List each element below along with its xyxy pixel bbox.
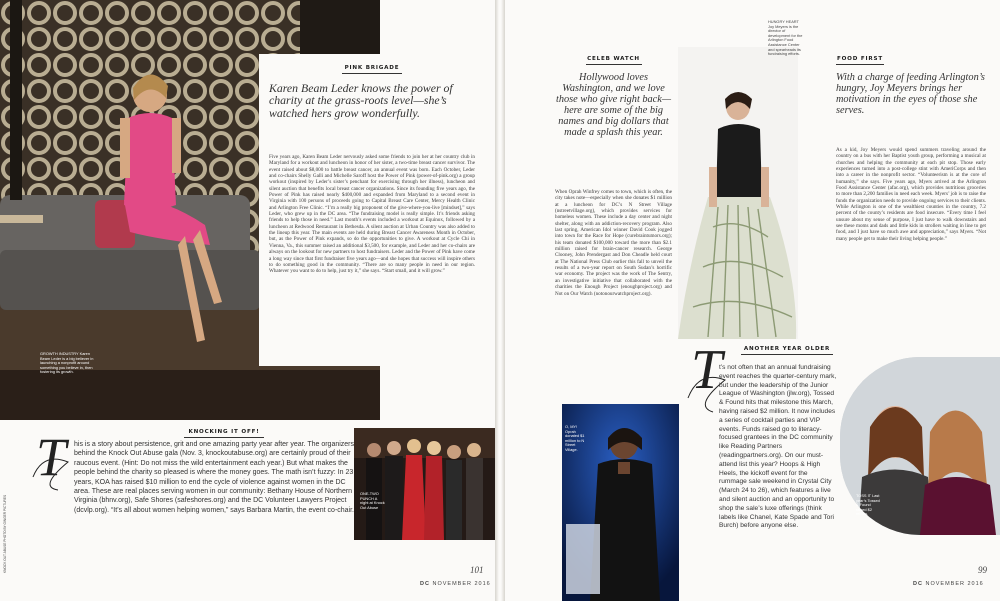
another-year-older-kicker: ANOTHER YEAR OLDER [741, 346, 833, 355]
footer-left-issue: NOVEMBER 2016 [432, 581, 491, 587]
celeb-watch-body: When Oprah Winfrey comes to town, which is often, the city takes note—especially when she donates $1 million at a luncheon for DC’s N Street Village (nstreetvillage.org), which provides services for homeless women. These include a day center and night shelter, along with an addiction-recovery program. Also last spring, American Idol winner David Cook jogged into town for the Race for Hope (curebraintumors.org); his team donated $100,000 toward the more than $2.1 million raised for brain-cancer research. George Clooney, John Prendergast and Don Cheadle held court at The National Press Club earlier this fall to unveil the results of a two-year report on South Sudan’s horrific war economy. The project was the work of The Sentry, an investigative initiative that collaborated with the charities the Enough Project (enoughproject.org) and Not on Our Watch (notonourwatchproject.org). [555, 189, 672, 297]
celeb-watch-deck: Hollywood loves Washington, and we love those who give right back—here are some of the big names and big dollars that made a splash this year. [556, 73, 671, 138]
knocking-drop-cap: T [36, 427, 67, 487]
pink-brigade-body: Five years ago, Karen Beam Leder nervously asked some friends to join her at her country club in Maryland for a workout and luncheon in honor of her sister, a two-time breast cancer survivor. The event raised about $8,000 to battle breast cancer, an annual event was born. Each October, Leder and co-chairs Shelly Galli and Michelle Saroff host the Power of Pink (power-of-pink.org) a group workout (inspired by Leder’s sister’s penchant for exercising through her illness), luncheon and silent auction that benefits local breast cancer organizations. Since its founding five years ago, the Power of Pink has raised nearly $400,000 and expanded from Maryland to a second event in Virginia with 100 persons of proceeds going to Capital Breast Care Center, Mercy Health Clinic and Arlington Free Clinic. “I’m a really big proponent of the give-where-you-live [mindset],” says Leder, who grew up in the DC area. “The fundraising model is really simple. It’s friends asking friends to help those in need.” Last month’s events included a workout at Equinox, followed by a luncheon at Redwood Restaurant in Bethesda. A silent auction at Urban Country was also added to the lineup this year. The main events are held during Breast Cancer Awareness Month in October, but, as the Power of Pink expands, so do the opportunities to give. A workout at Cycle Chi in Vienna, Va., this summer raised an additional $3,500, for example, and Leder and her co-chairs are always on the lookout for new partners to host fundraisers. Leder and the Power of Pink have come a long way since that first fundraiser five years ago—and she hopes that success will inspire others to do something good in the community. “There are so many people in need in our region. Whatever you want to do to help, just try it,” she says. “Start small, and it will grow.” [269, 154, 475, 275]
footer-right-issue: NOVEMBER 2016 [925, 581, 984, 587]
toss-it-caption: TOSS IT Last year’s Tossed & Found raised $2 million. [856, 494, 880, 517]
one-two-punch-caption: ONE-TWO PUNCH A night at Knock Out Abuse [360, 492, 385, 510]
knocking-it-off-section [14, 424, 354, 554]
hungry-heart-caption: HUNGRY HEART Joy Meyers is the director of development for the Arlington Food Assistance Center and spearheads its fundraising efforts. [768, 20, 803, 57]
food-first-body: As a kid, Joy Meyers would spend summers traveling around the country on a bus with her Baptist youth group, performing a musical at churches and helping the community at each pit stop. Those early experiences turned into a post-college stint with AmeriCorps and then into a career in the nonprofit sector. “Volunteerism is at the core of humanity,” she says. Five years ago, Myers arrived at the Arlington Food Assistance Center (afac.org), which provides nutritious groceries to more than 2,200 families in need each week. Myers’ job is to raise the funds the organization needs to provide ongoing services to their clients. While Arlington is one of the wealthiest counties in the country, 7.2 percent of the county’s residents are food insecure. “Every time I feel unsure about my sense of purpose, I just have to walk downstairs and see these moms and dads and little kids in strollers waiting in line to get food, and I just have so much awe and appreciation,” says Myers. “Not many people get to make their living helping people.” [836, 147, 986, 242]
photo-credit: KNOCK OUT ABUSE PHOTO BY GINGER PICTURES [3, 494, 7, 573]
celeb-watch-section [555, 54, 672, 404]
footer-left [420, 581, 491, 587]
food-first-deck: With a charge of feeding Arlington’s hungry, Joy Meyers brings her motivation in the eyes of those she serves. [836, 73, 985, 116]
another-drop-cap: T [691, 339, 723, 401]
another-year-older-body: t’s not often that an annual fundraising event reaches the quarter-century mark, but under the leadership of the Junior League of Washington (jlw.org), Tossed & Found hits that milestone this March, having raised $2 million. It now includes a series of cocktail parties and VIP events. Funds raised go to literacy-focused grantees in the DC community like Reading Partners (readingpartners.org). On our must-attend list this year? Hoops & High Heels, the kickoff event for the rummage sale weekend in Crystal City (March 24 to 26), which features a live and silent auction and an opportunity to shop the sale’s luxe offerings (think labels like Chanel, Kate Spade and Tori Burch) before anyone else. [719, 364, 837, 530]
oprah-caption: O, MY! Oprah donated $1 million to N Street Village. [565, 425, 585, 452]
knocking-it-off-body: his is a story about persistence, grit and one amazing party year after year. The organizers behind the Knock Out Abuse gala (Nov. 3, knockoutabuse.org) are certainly proud of their raucous event. (Hint: Do not miss the wild entertainment each year.) But what makes the people behind the charity so pleased is where the money goes. The math isn’t fuzzy: In 23 years, KOA has raised $10 million to end the cycle of violence against women in the DC area. These are real places serving women in our community: Bethany House of Northern Virginia (bhnv.org), Safe Shores (safeshores.org) and the DC Volunteer Lawyers Project (dcvlp.org). “It’s all about women helping women,” says Barbara Martin, the event co-chair. [74, 441, 355, 514]
footer-right [913, 581, 984, 587]
growth-industry-caption: GROWTH INDUSTRY Karen Beam Leder is a big believer in launching a nonprofit around something you believe in, then fostering its growth. [40, 352, 94, 375]
folio-left: 101 [470, 565, 484, 575]
food-first-section [836, 54, 986, 354]
pink-brigade-panel [259, 54, 485, 366]
another-year-older-section [683, 339, 838, 566]
pink-brigade-deck: Karen Beam Leder knows the power of charity at the grass-roots level—she’s watched hers grow wonderfully. [269, 82, 453, 120]
food-first-kicker: FOOD FIRST [836, 56, 884, 65]
footer-right-brand: DC [913, 581, 923, 587]
footer-left-brand: DC [420, 581, 430, 587]
celeb-watch-kicker: CELEB WATCH [586, 56, 642, 65]
knocking-it-off-kicker: KNOCKING IT OFF! [184, 429, 264, 438]
spread-gutter [495, 0, 505, 601]
folio-right: 99 [978, 565, 987, 575]
pink-brigade-kicker: PINK BRIGADE [342, 65, 402, 74]
